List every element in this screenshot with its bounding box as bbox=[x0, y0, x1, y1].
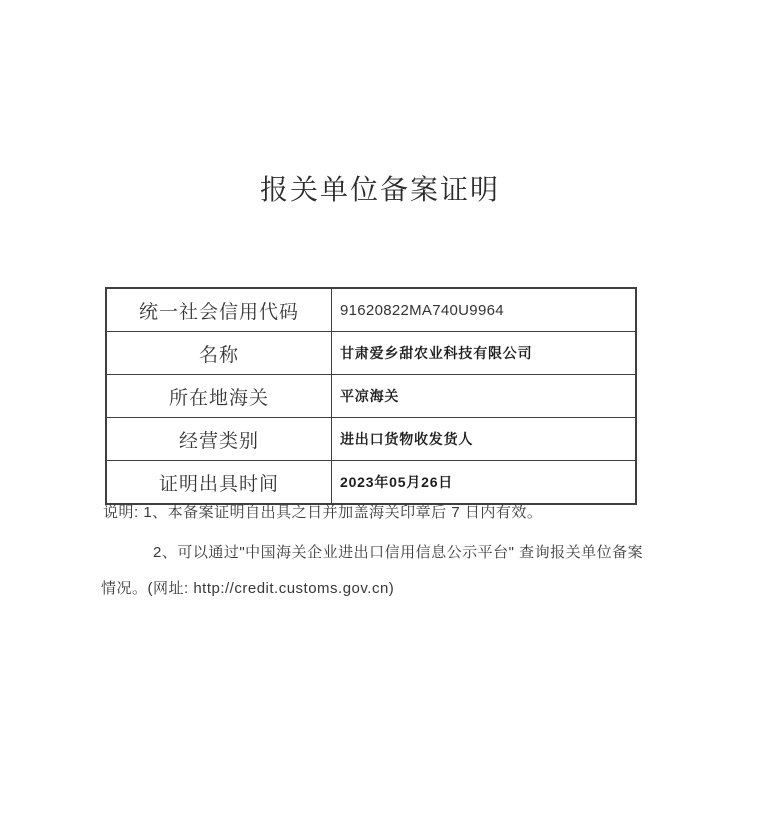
row-value-business-category: 进出口货物收发货人 bbox=[332, 418, 637, 461]
table-row-local-customs bbox=[106, 375, 636, 418]
row-label-business-category: 经营类别 bbox=[106, 418, 332, 461]
row-label-issue-date: 证明出具时间 bbox=[106, 461, 332, 505]
row-value-issue-date: 2023年05月26日 bbox=[332, 461, 637, 505]
row-label-credit-code: 统一社会信用代码 bbox=[106, 288, 332, 332]
row-value-company-name: 甘肃爱乡甜农业科技有限公司 bbox=[332, 332, 637, 375]
table-row-company-name bbox=[106, 332, 636, 375]
page-title: 报关单位备案证明 bbox=[259, 174, 500, 205]
row-value-credit-code: 91620822MA740U9964 bbox=[332, 288, 637, 332]
table-row-issue-date bbox=[106, 461, 636, 505]
note-line-url: 情况。(网址: http://credit.customs.gov.cn) bbox=[101, 580, 395, 597]
row-label-company-name: 名称 bbox=[106, 332, 332, 375]
note-line-query-platform: 2、可以通过"中国海关企业进出口信用信息公示平台" 查询报关单位备案 bbox=[153, 544, 644, 561]
note-line-validity: 说明: 1、本备案证明自出具之日并加盖海关印章后 7 日内有效。 bbox=[103, 504, 543, 521]
row-value-local-customs: 平凉海关 bbox=[332, 375, 637, 418]
row-label-local-customs: 所在地海关 bbox=[106, 375, 332, 418]
certificate-table bbox=[105, 287, 637, 505]
table-row-business-category bbox=[106, 418, 636, 461]
table-row-credit-code bbox=[106, 288, 636, 332]
